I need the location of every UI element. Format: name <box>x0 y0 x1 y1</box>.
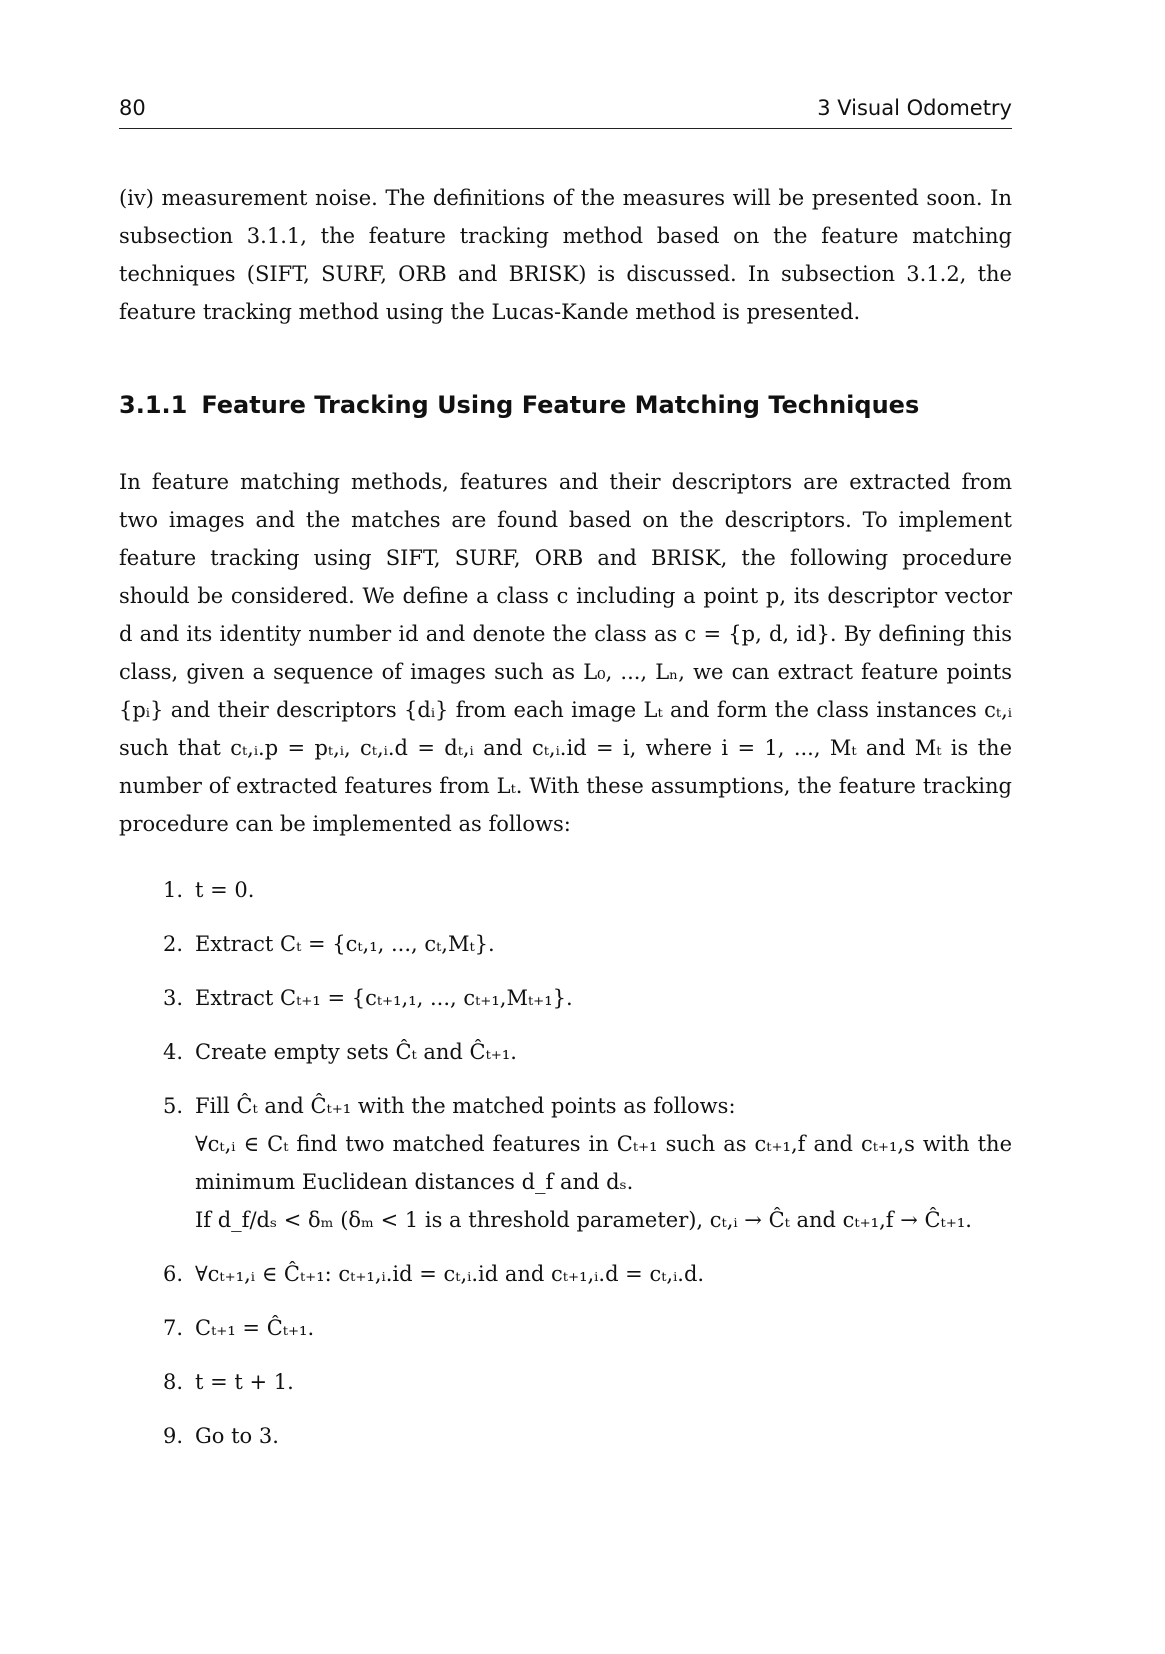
step-number: 1. <box>162 878 183 902</box>
section-heading <box>119 391 1012 419</box>
step-text: Go to 3. <box>195 1424 279 1448</box>
step-number: 9. <box>162 1424 183 1448</box>
procedure-steps <box>119 871 1012 1455</box>
step-text: Cₜ₊₁ = Ĉₜ₊₁. <box>195 1316 315 1340</box>
step-text: t = t + 1. <box>195 1370 294 1394</box>
step-number: 4. <box>162 1040 183 1064</box>
section-title: Feature Tracking Using Feature Matching Techniques <box>201 391 920 419</box>
step-text: Extract Cₜ₊₁ = {cₜ₊₁,₁, ..., cₜ₊₁,Mₜ₊₁}. <box>195 986 573 1010</box>
step-text: Create empty sets Ĉₜ and Ĉₜ₊₁. <box>195 1040 517 1064</box>
procedure-step <box>119 1309 1012 1347</box>
step-number: 3. <box>162 986 183 1010</box>
step-number: 7. <box>162 1316 183 1340</box>
procedure-step <box>119 925 1012 963</box>
section-number: 3.1.1 <box>119 391 188 419</box>
page <box>119 96 1012 1471</box>
step-text-line: ∀cₜ,ᵢ ∈ Cₜ find two matched features in Cₜ₊₁ such as cₜ₊₁,f and cₜ₊₁,s with the minimum Euclidean distances d_f and dₛ. <box>195 1132 1012 1194</box>
body-paragraph: In feature matching methods, features and their descriptors are extracted from two images and the matches are found based on the descriptors. To implement feature tracking using SIFT, SURF, ORB and BRISK, the following procedure should be considered. We define a class c including a point p, its descriptor vector d and its identity number id and denote the class as c = {p, d, id}. By defining this class, given a sequence of images such as L₀, ..., Lₙ, we can extract feature points {pᵢ} and their descriptors {dᵢ} from each image Lₜ and form the class instances cₜ,ᵢ such that cₜ,ᵢ.p = pₜ,ᵢ, cₜ,ᵢ.d = dₜ,ᵢ and cₜ,ᵢ.id = i, where i = 1, ..., Mₜ and Mₜ is the number of extracted features from Lₜ. With these assumptions, the feature tracking procedure can be implemented as follows: <box>119 470 1012 836</box>
step-text: t = 0. <box>195 878 255 902</box>
step-text: Extract Cₜ = {cₜ,₁, ..., cₜ,Mₜ}. <box>195 932 495 956</box>
chapter-title: 3 Visual Odometry <box>817 96 1012 120</box>
procedure-step <box>119 979 1012 1017</box>
step-number: 5. <box>162 1094 183 1118</box>
procedure-step <box>119 871 1012 909</box>
step-text: ∀cₜ₊₁,ᵢ ∈ Ĉₜ₊₁: cₜ₊₁,ᵢ.id = cₜ,ᵢ.id and cₜ₊₁,ᵢ.d = cₜ,ᵢ.d. <box>195 1262 705 1286</box>
procedure-step <box>119 1417 1012 1455</box>
step-number: 8. <box>162 1370 183 1394</box>
step-number: 6. <box>162 1262 183 1286</box>
procedure-step <box>119 1363 1012 1401</box>
step-number: 2. <box>162 932 183 956</box>
running-header <box>119 96 1012 129</box>
procedure-step <box>119 1255 1012 1293</box>
procedure-step <box>119 1033 1012 1071</box>
page-number: 80 <box>119 96 146 120</box>
step-text-line: If d_f/dₛ < δₘ (δₘ < 1 is a threshold parameter), cₜ,ᵢ → Ĉₜ and cₜ₊₁,f → Ĉₜ₊₁. <box>195 1208 972 1232</box>
intro-paragraph: (iv) measurement noise. The definitions of the measures will be presented soon. In subsection 3.1.1, the feature tracking method based on the feature matching techniques (SIFT, SURF, ORB and BRISK) is discussed. In subsection 3.1.2, the feature tracking method using the Lucas-Kande method is presented. <box>119 186 1012 324</box>
step-text: Fill Ĉₜ and Ĉₜ₊₁ with the matched points as follows: <box>195 1094 736 1118</box>
procedure-step <box>119 1087 1012 1239</box>
